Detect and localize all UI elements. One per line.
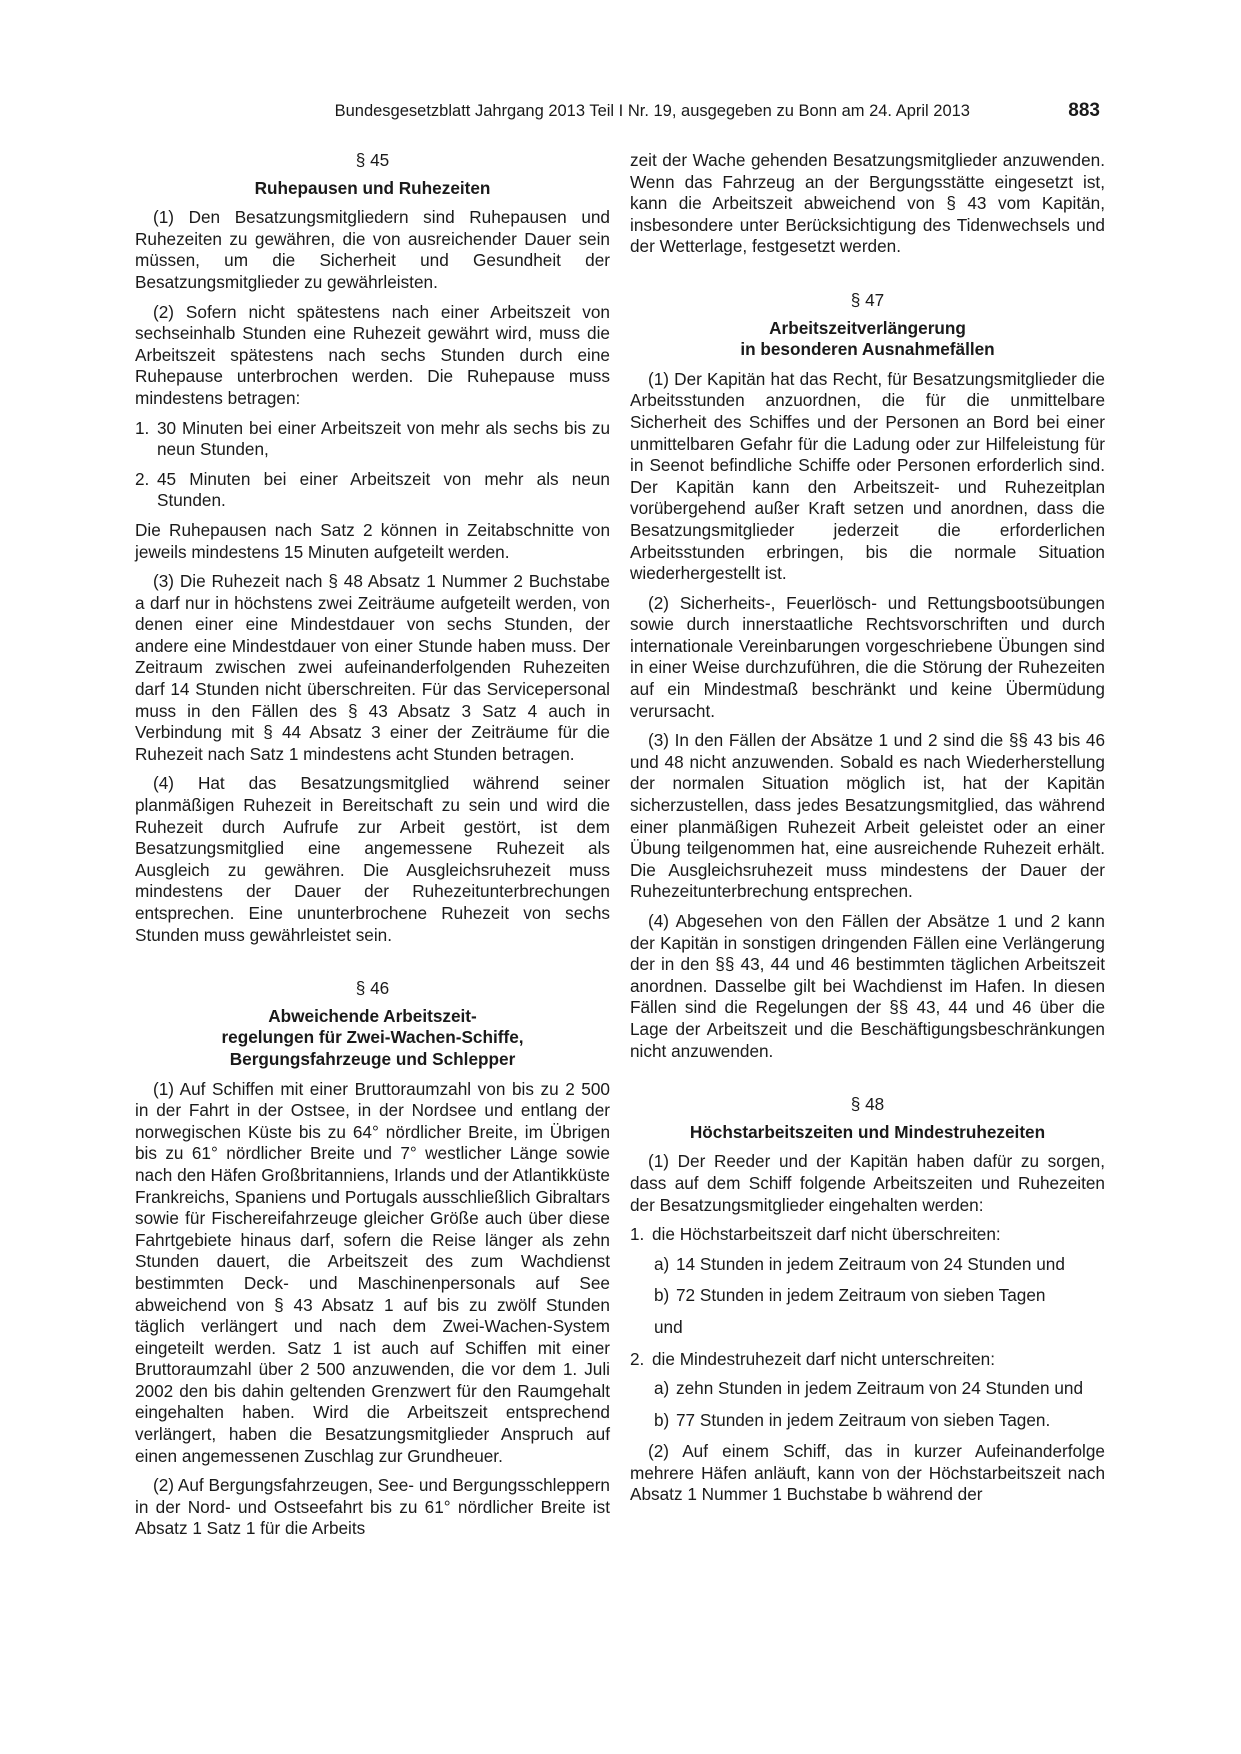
- list-item-text: 72 Stunden in jedem Zeitraum von sieben Tagen: [676, 1285, 1046, 1306]
- list-marker: b): [654, 1285, 670, 1306]
- list-marker: b): [654, 1409, 670, 1430]
- section-45-paragraph-2-continued: Die Ruhepausen nach Satz 2 können in Zeitabschnitte von jeweils mindestens 15 Minuten aufgeteilt werden.: [135, 519, 610, 562]
- list-marker: 1.: [135, 417, 150, 438]
- list-item-text: 30 Minuten bei einer Arbeitszeit von mehr als sechs bis zu neun Stunden,: [157, 417, 610, 460]
- section-46-paragraph-2: (2) Auf Bergungsfahrzeugen, See- und Bergungsschleppern in der Nord- und Ostseefahrt bis zu 61° nördlicher Breite ist Absatz 1 Satz 1 für die Arbeits: [135, 1475, 610, 1539]
- section-45-title: Ruhepausen und Ruhezeiten: [254, 177, 491, 198]
- section-47-number: § 47: [850, 289, 885, 310]
- list-marker: 2.: [630, 1348, 645, 1369]
- section-46-paragraph-2-continued: zeit der Wache gehenden Besatzungsmitglieder anzuwenden. Wenn das Fahrzeug an der Bergungsstätte eingesetzt ist, kann die Arbeitszeit abweichend von § 43 vom Kapitän, insbesondere unter Berücksichtigung des Tidenwechsels und der Wetterlage, festgesetzt werden.: [630, 150, 1105, 257]
- section-46-title-line-2: regelungen für Zwei-Wachen-Schiffe,: [221, 1027, 524, 1048]
- left-column: [135, 150, 610, 1548]
- section-48-list-item-1b: [654, 1285, 1105, 1307]
- section-48-list-item-1a: [654, 1254, 1105, 1276]
- running-header: [260, 100, 1100, 130]
- list-item-text: die Höchstarbeitszeit darf nicht überschreiten:: [652, 1224, 1001, 1245]
- section-48-conjunction: und: [654, 1316, 683, 1337]
- section-46-paragraph-1: (1) Auf Schiffen mit einer Bruttoraumzahl von bis zu 2 500 in der Fahrt in der Ostsee, in der Nordsee und entlang der norwegischen Küste bis zu 64° nördlicher Breite, im Übrigen bis zu 61° nördlicher Breite und 7° westlicher Länge sowie nach den Häfen Großbritanniens, Irlands und der Atlantikküste Frankreichs, Spaniens und Portugals ausschließlich Gibraltars sowie für Fischereifahrzeuge gleicher Größe auch über diese Fahrtgebiete hinaus darf, sofern die Reise länger als zehn Stunden dauert, die Arbeitszeit des zum Wachdienst bestimmten Deck- und Maschinenpersonals auf See abweichend von § 43 Absatz 1 auf bis zu zwölf Stunden täglich verlängert und nach dem Zwei-Wachen-System eingeteilt werden. Satz 1 ist auch auf Schiffen mit einer Bruttoraumzahl über 2 500 anzuwenden, die vor dem 1. Juli 2002 den bis dahin geltenden Grenzwert für den Raumgehalt eingehalten haben. Wird die Arbeitszeit entsprechend verlängert, haben die Besatzungsmitglieder Anspruch auf einen angemessenen Zuschlag zur Grundheuer.: [135, 1078, 610, 1466]
- list-item-text: 45 Minuten bei einer Arbeitszeit von mehr als neun Stunden.: [157, 468, 610, 511]
- section-47-title-line-2: in besonderen Ausnahmefällen: [740, 339, 995, 360]
- running-title: Bundesgesetzblatt Jahrgang 2013 Teil I Nr. 19, ausgegeben zu Bonn am 24. April 2013: [334, 102, 970, 120]
- section-48-list-item-2: [630, 1349, 1105, 1371]
- section-46-title-line-3: Bergungsfahrzeuge und Schlepper: [229, 1048, 516, 1069]
- section-48-paragraph-2: (2) Auf einem Schiff, das in kurzer Aufeinanderfolge mehrere Häfen anläuft, kann von der Höchstarbeitszeit nach Absatz 1 Nummer 1 Buchstabe b während der: [630, 1441, 1105, 1505]
- section-45-paragraph-1: (1) Den Besatzungsmitgliedern sind Ruhepausen und Ruhezeiten zu gewähren, die von ausreichender Dauer sein müssen, um die Sicherheit und Gesundheit der Besatzungsmitglieder zu gewährleisten.: [135, 207, 610, 292]
- section-46-number: § 46: [355, 978, 390, 999]
- section-48-list-item-2b: [654, 1410, 1105, 1432]
- section-47-paragraph-3: (3) In den Fällen der Absätze 1 und 2 sind die §§ 43 bis 46 und 48 nicht anzuwenden. Sobald es nach Wiederherstellung der normalen Situation möglich ist, hat der Kapitän sicherzustellen, dass jedes Besatzungsmitglied, das während einer planmäßigen Ruhezeit Arbeit geleistet oder an einer Übung teilgenommen hat, eine ausreichende Ruhezeit erhält. Die Ausgleichsruhezeit muss mindestens der Dauer der Ruhezeitunterbrechung entsprechen.: [630, 730, 1105, 902]
- section-48-number: § 48: [850, 1094, 885, 1115]
- section-47-title: [630, 318, 1105, 361]
- section-45-paragraph-4: (4) Hat das Besatzungsmitglied während seiner planmäßigen Ruhezeit in Bereitschaft zu sein und wird die Ruhezeit durch Aufrufe zur Arbeit gestört, ist dem Besatzungsmitglied eine angemessene Ruhezeit als Ausgleich zu gewähren. Die Ausgleichsruhezeit muss mindestens der Dauer der Ruhezeitunterbrechungen entsprechen. Eine ununterbrochene Ruhezeit von sechs Stunden muss gewährleistet sein.: [135, 773, 610, 945]
- section-45-list-item-2: [135, 469, 610, 512]
- list-marker: 2.: [135, 468, 150, 489]
- section-46-title-line-1: Abweichende Arbeitszeit-: [268, 1005, 477, 1026]
- list-item-text: zehn Stunden in jedem Zeitraum von 24 Stunden und: [676, 1378, 1084, 1399]
- right-column: [630, 150, 1105, 1514]
- section-48-list-item-1: [630, 1224, 1105, 1246]
- section-45-paragraph-3: (3) Die Ruhezeit nach § 48 Absatz 1 Nummer 2 Buchstabe a darf nur in höchstens zwei Zeiträume aufgeteilt werden, von denen einer eine Mindestdauer von sechs Stunden, der andere eine Mindestdauer von einer Stunde haben muss. Der Zeitraum zwischen zwei aufeinanderfolgenden Ruhezeiten darf 14 Stunden nicht überschreiten. Für das Servicepersonal muss in den Fällen des § 43 Absatz 3 Satz 4 auch in Verbindung mit § 44 Absatz 3 einer der Zeiträume für die Ruhezeit nach Satz 1 mindestens acht Stunden betragen.: [135, 571, 610, 764]
- section-46-title: [135, 1006, 610, 1071]
- list-item-text: 77 Stunden in jedem Zeitraum von sieben Tagen.: [676, 1409, 1051, 1430]
- section-45-list-item-1: [135, 418, 610, 461]
- list-marker: a): [654, 1253, 670, 1274]
- list-marker: 1.: [630, 1224, 645, 1245]
- section-47-paragraph-4: (4) Abgesehen von den Fällen der Absätze 1 und 2 kann der Kapitän in sonstigen dringenden Fällen eine Verlängerung der in den §§ 43, 44 und 46 bestimmten täglichen Arbeitszeit anordnen. Dasselbe gilt bei Wachdienst im Hafen. In diesen Fällen sind die Regelungen der §§ 43, 44 und 46 über die Lage der Arbeitszeit und die Beschäftigungsbeschränkungen nicht anzuwenden.: [630, 911, 1105, 1061]
- section-47-title-line-1: Arbeitszeitverlängerung: [769, 317, 966, 338]
- section-47-paragraph-2: (2) Sicherheits-, Feuerlösch- und Rettungsbootsübungen sowie durch innerstaatliche Rechtsvorschriften und durch internationale Vereinbarungen vorgeschriebene Übungen sind in einer Weise durchzuführen, die die Störung der Ruhezeiten auf ein Mindestmaß beschränkt und keine Übermüdung verursacht.: [630, 592, 1105, 721]
- section-48-paragraph-1: (1) Der Reeder und der Kapitän haben dafür zu sorgen, dass auf dem Schiff folgende Arbeitszeiten und Ruhezeiten der Besatzungsmitglieder eingehalten werden:: [630, 1151, 1105, 1215]
- list-marker: a): [654, 1378, 670, 1399]
- section-45-number: § 45: [355, 150, 390, 170]
- section-48-title: Höchstarbeitszeiten und Mindestruhezeiten: [689, 1121, 1046, 1142]
- section-47-paragraph-1: (1) Der Kapitän hat das Recht, für Besatzungsmitglieder die Arbeitsstunden anzuordnen, die für die unmittelbare Sicherheit des Schiffes und der Personen an Bord bei einer unmittelbaren Gefahr für die Ladung oder zur Hilfeleistung für in Seenot befindliche Schiffe oder Personen erforderlich sind. Der Kapitän kann den Arbeitszeit- und Ruhezeitplan vorübergehend außer Kraft setzen und anordnen, dass die Besatzungsmitglieder jederzeit die erforderlichen Arbeitsstunden erbringen, bis die normale Situation wiederhergestellt ist.: [630, 368, 1105, 584]
- section-48-list-item-2a: [654, 1378, 1105, 1400]
- section-45-paragraph-2: (2) Sofern nicht spätestens nach einer Arbeitszeit von sechseinhalb Stunden eine Ruhezeit gewährt wird, muss die Arbeitszeit spätestens nach sechs Stunden durch eine Ruhepause unterbrochen werden. Die Ruhepause muss mindestens betragen:: [135, 301, 610, 408]
- list-item-text: 14 Stunden in jedem Zeitraum von 24 Stunden und: [676, 1253, 1065, 1274]
- list-item-text: die Mindestruhezeit darf nicht unterschreiten:: [652, 1348, 995, 1369]
- page-number: 883: [1068, 100, 1100, 121]
